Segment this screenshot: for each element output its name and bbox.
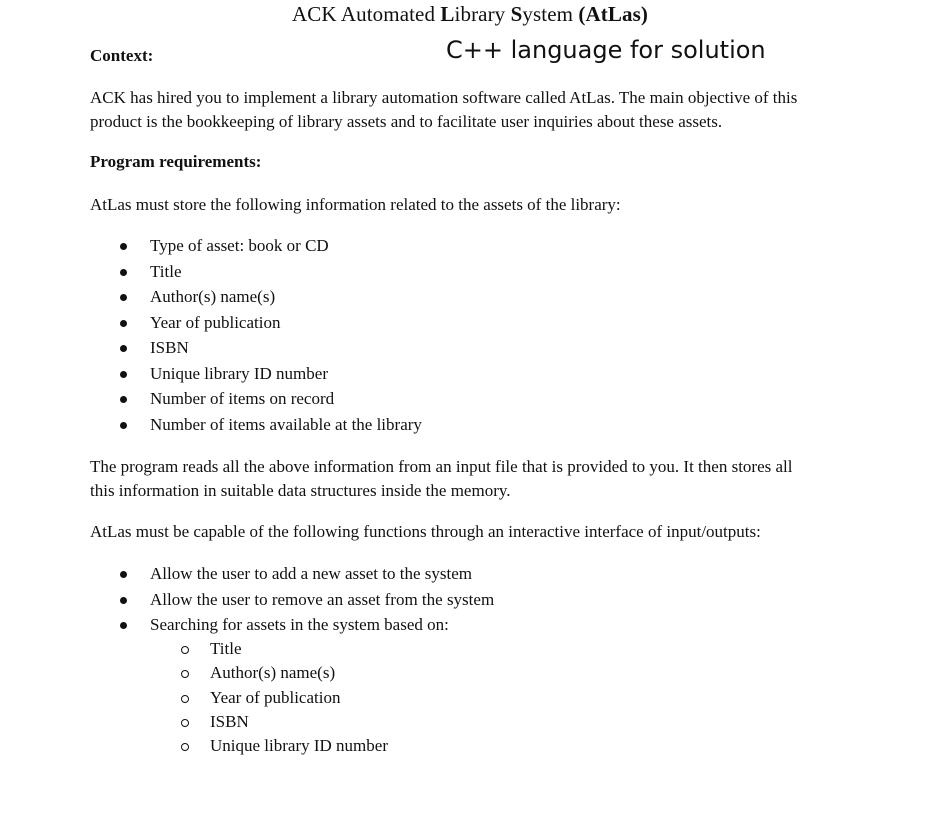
language-note: C++ language for solution <box>446 36 766 64</box>
list-item-text: Title <box>150 261 182 281</box>
intro-line: ACK has hired you to implement a library automation software called AtLas. The main objective of this <box>90 88 798 107</box>
list-item-text: Searching for assets in the system based on: <box>150 615 449 634</box>
list-item <box>0 311 940 337</box>
list-item <box>0 661 940 685</box>
bullet-icon <box>120 597 127 604</box>
list-item <box>0 562 940 588</box>
bullet-icon <box>120 622 127 629</box>
requirements-heading: Program requirements: <box>90 152 262 171</box>
circle-bullet-icon <box>181 646 189 654</box>
reads-paragraph <box>90 455 880 503</box>
list-item-text: Allow the user to remove an asset from the system <box>150 589 495 609</box>
list-item <box>0 387 940 413</box>
list-item <box>0 710 940 734</box>
circle-bullet-icon <box>181 695 189 703</box>
list-item <box>0 336 940 362</box>
list-item-text: Year of publication <box>150 312 281 332</box>
title-part: S <box>510 2 523 26</box>
reads-line: The program reads all the above information from an input file that is provided to you. It then stores all <box>90 457 793 476</box>
title-part: ACK Automated <box>292 2 441 26</box>
bullet-icon <box>120 396 127 403</box>
bullet-icon <box>120 571 127 578</box>
list-item-text: ISBN <box>210 711 249 731</box>
list-item <box>0 234 940 260</box>
title-part: ibrary <box>454 2 511 26</box>
list-item-text: Year of publication <box>210 687 341 707</box>
intro-line: product is the bookkeeping of library assets and to facilitate user inquiries about these assets. <box>90 112 723 131</box>
list-item <box>0 613 940 639</box>
bullet-icon <box>120 422 127 429</box>
circle-bullet-icon <box>181 743 189 751</box>
asset-fields-list <box>0 234 940 438</box>
list-item-text: Author(s) name(s) <box>150 287 276 306</box>
list-item <box>0 734 940 758</box>
list-item <box>0 260 940 286</box>
title-part: L <box>440 2 455 26</box>
context-heading: Context: <box>90 46 154 65</box>
intro-paragraph <box>90 86 880 134</box>
list-item-text: Allow the user to add a new asset to the system <box>150 564 472 583</box>
title-part: (AtLas) <box>578 2 648 26</box>
list-item-text: Author(s) name(s) <box>210 663 336 683</box>
list-item <box>0 588 940 614</box>
reads-line: this information in suitable data structures inside the memory. <box>90 481 511 500</box>
list-item <box>0 637 940 661</box>
bullet-icon <box>120 320 127 327</box>
list-item-text: Unique library ID number <box>210 736 388 756</box>
functions-list <box>0 562 940 639</box>
bullet-icon <box>120 269 127 276</box>
bullet-icon <box>120 371 127 378</box>
functions-intro: AtLas must be capable of the following functions through an interactive interface of input/outputs: <box>90 522 761 541</box>
bullet-icon <box>120 345 127 352</box>
search-criteria-list <box>0 637 940 758</box>
list-item-text: Number of items on record <box>150 389 335 408</box>
list-item-text: Number of items available at the library <box>150 414 422 434</box>
document-title <box>0 2 940 27</box>
list-item <box>0 686 940 710</box>
list-item-text: Title <box>210 639 242 658</box>
list-item <box>0 413 940 439</box>
bullet-icon <box>120 243 127 250</box>
store-intro: AtLas must store the following information related to the assets of the library: <box>90 195 621 214</box>
circle-bullet-icon <box>181 670 189 678</box>
list-item-text: ISBN <box>150 338 189 357</box>
list-item-text: Type of asset: book or CD <box>150 236 329 255</box>
list-item <box>0 362 940 388</box>
list-item-text: Unique library ID number <box>150 363 328 383</box>
circle-bullet-icon <box>181 719 189 727</box>
bullet-icon <box>120 294 127 301</box>
list-item <box>0 285 940 311</box>
title-part: ystem <box>522 2 579 26</box>
